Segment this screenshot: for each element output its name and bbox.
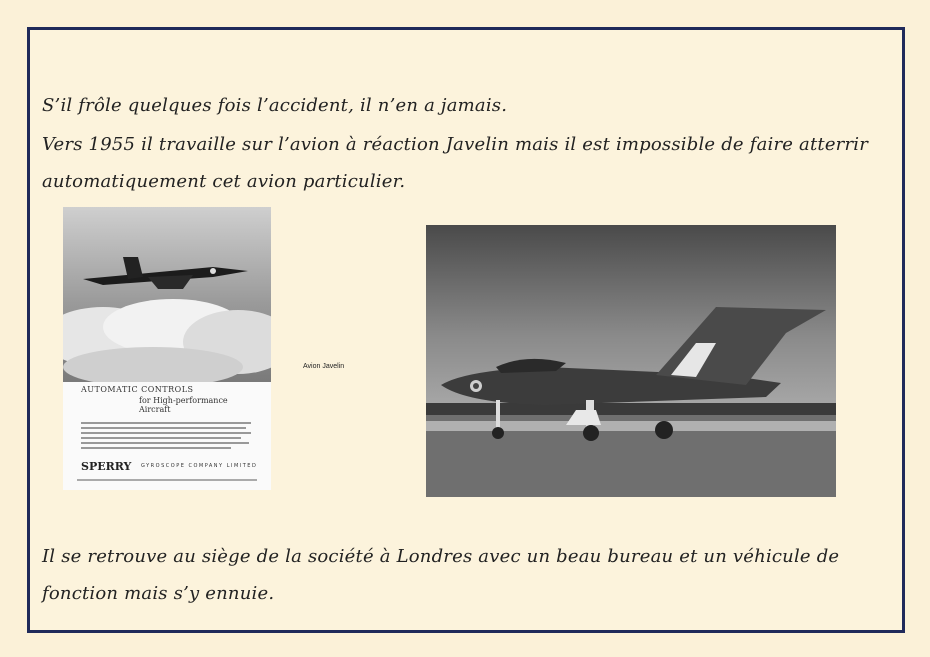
paragraph-3: Il se retrouve au siège de la société à Londres avec un beau bureau et un véhicule de fonction mais s’y ennuie. [42,546,840,604]
paragraph-1: S’il frôle quelques fois l’accident, il n’en a jamais. [42,95,508,116]
advert-jet-photo [63,207,271,382]
advert-text [81,385,261,452]
advert-brand: SPERRY [81,460,132,473]
advert-body-lines [81,422,261,449]
advert-brand-sub: GYROSCOPE COMPANY LIMITED [141,463,258,469]
advert-footer-line [77,479,257,481]
page-frame [27,27,905,633]
sperry-advert-image [63,207,271,490]
paragraph-2: Vers 1955 il travaille sur l’avion à réaction Javelin mais il est impossible de faire atterrir automatiquement cet avion particulier. [42,134,869,192]
advert-subtitle: for High-performance Aircraft [139,396,228,414]
image-caption: Avion Javelin [303,363,345,370]
advert-title: AUTOMATIC CONTROLS [81,385,194,394]
javelin-photo [426,225,836,497]
